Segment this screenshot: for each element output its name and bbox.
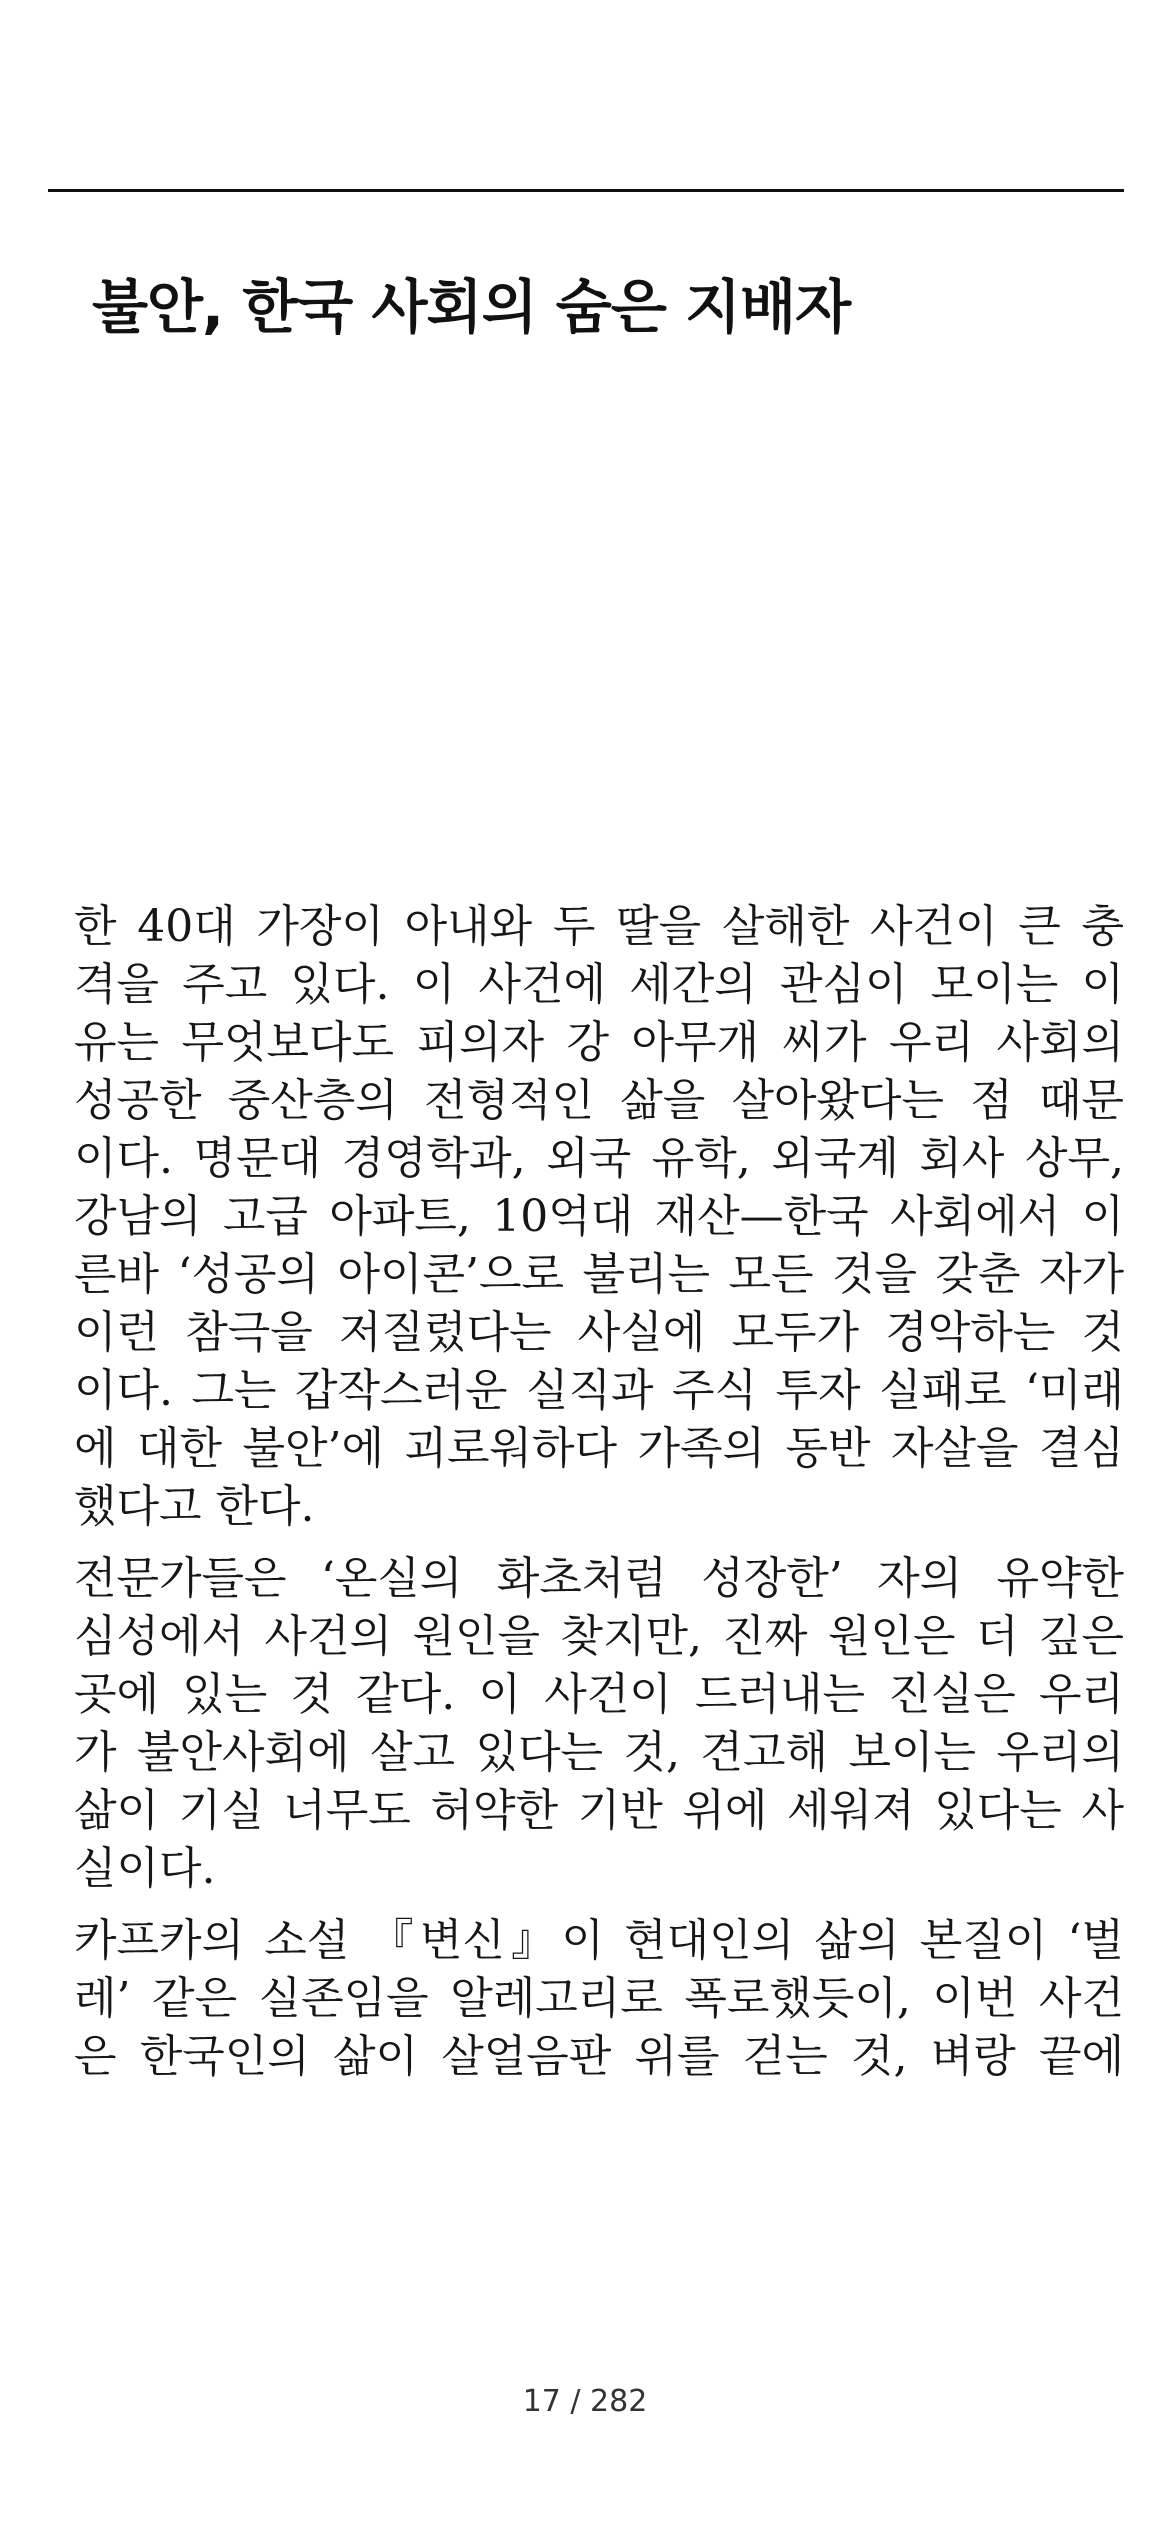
text-line: 가 불안사회에 살고 있다는 것, 견고해 보이는 우리의 — [74, 1727, 1124, 1778]
text-line: 성공한 중산층의 전형적인 삶을 살아왔다는 점 때문 — [74, 1075, 1124, 1126]
body-text — [48, 898, 1124, 2100]
paragraph — [48, 898, 1124, 1536]
chapter-divider — [48, 189, 1124, 192]
text-line: 이런 참극을 저질렀다는 사실에 모두가 경악하는 것 — [74, 1307, 1124, 1358]
text-line: 삶이 기실 너무도 허약한 기반 위에 세워져 있다는 사 — [74, 1785, 1124, 1836]
text-line: 격을 주고 있다. 이 사건에 세간의 관심이 모이는 이 — [74, 959, 1124, 1010]
text-line: 에 대한 불안’에 괴로워하다 가족의 동반 자살을 결심 — [74, 1423, 1124, 1474]
text-line: 이다. 명문대 경영학과, 외국 유학, 외국계 회사 상무, — [74, 1133, 1124, 1184]
text-line: 전문가들은 ‘온실의 화초처럼 성장한’ 자의 유약한 — [74, 1553, 1124, 1604]
paragraph — [48, 1912, 1124, 2086]
text-line: 은 한국인의 삶이 살얼음판 위를 걷는 것, 벼랑 끝에 — [74, 2031, 1124, 2082]
text-line: 했다고 한다. — [74, 1481, 315, 1532]
text-line: 곳에 있는 것 같다. 이 사건이 드러내는 진실은 우리 — [74, 1669, 1124, 1720]
paragraph — [48, 1550, 1124, 1898]
text-line: 한 40대 가장이 아내와 두 딸을 살해한 사건이 큰 충 — [74, 901, 1124, 952]
text-line: 레’ 같은 실존임을 알레고리로 폭로했듯이, 이번 사건 — [74, 1973, 1124, 2024]
text-line: 실이다. — [74, 1843, 216, 1894]
text-line: 이다. 그는 갑작스러운 실직과 주식 투자 실패로 ‘미래 — [74, 1365, 1124, 1416]
chapter-title: 불안, 한국 사회의 숨은 지배자 — [92, 273, 851, 341]
text-line: 강남의 고급 아파트, 10억대 재산—한국 사회에서 이 — [74, 1191, 1124, 1242]
text-line: 른바 ‘성공의 아이콘’으로 불리는 모든 것을 갖춘 자가 — [74, 1249, 1124, 1300]
text-line: 심성에서 사건의 원인을 찾지만, 진짜 원인은 더 깊은 — [74, 1611, 1124, 1662]
text-line: 카프카의 소설 『변신』이 현대인의 삶의 본질이 ‘벌 — [74, 1915, 1124, 1966]
text-line: 유는 무엇보다도 피의자 강 아무개 씨가 우리 사회의 — [74, 1017, 1124, 1068]
page-indicator: 17 / 282 — [522, 2384, 648, 2419]
